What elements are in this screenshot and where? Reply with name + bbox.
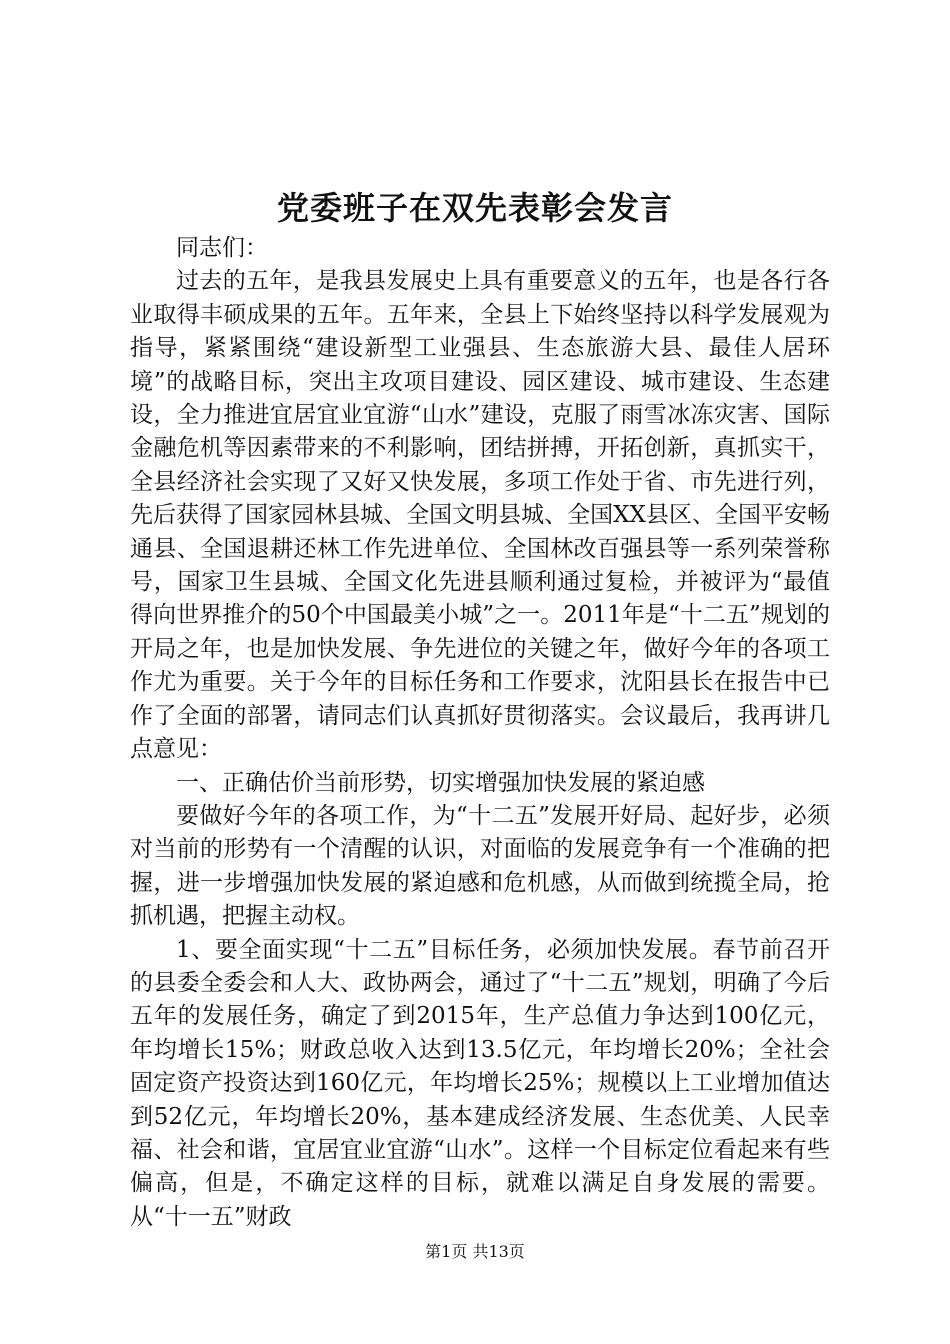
section-heading-1: 一、正确估价当前形势，切实增强加快发展的紧迫感 xyxy=(176,769,705,796)
paragraph-intro: 过去的五年，是我县发展史上具有重要意义的五年，也是各行各业取得丰硕成果的五年。五年来，全县上下始终坚持以科学发展观为指导，紧紧围绕“建设新型工业强县、生态旅游大县、最佳人居环境”的战略目标，突出主攻项目建设、园区建设、城市建设、生态建设，全力推进宜居宜业宜游“山水”建设，克服了雨雪冰冻灾害、国际金融危机等因素带来的不利影响，团结拼搏，开拓创新，真抓实干，全县经济社会实现了又好又快发展，多项工作处于省、市先进行列，先后获得了国家园林县城、全国文明县城、全国XX县区、全国平安畅通县、全国退耕还林工作先进单位、全国林改百强县等一系列荣誉称号，国家卫生县城、全国文化先进县顺利通过复检，并被评为“最值得向世界推介的50个中国最美小城”之一。2011年是“十二五”规划的开局之年，也是加快发展、争先进位的关键之年，做好今年的各项工作尤为重要。关于今年的目标任务和工作要求，沈阳县长在报告中已作了全面的部署，请同志们认真抓好贯彻落实。会议最后，我再讲几点意见： xyxy=(130,268,830,763)
salutation: 同志们： xyxy=(176,235,268,261)
paragraph-point-1: 1、要全面实现“十二五”目标任务，必须加快发展。春节前召开的县委全委会和人大、政协两会，通过了“十二五”规划，明确了今后五年的发展任务，确定了到2015年，生产总值力争达到100亿元，年均增长15%；财政总收入达到13.5亿元，年均增长20%；全社会固定资产投资达到160亿元，年均增长25%；规模以上工业增加值达到52亿元，年均增长20%，基本建成经济发展、生态优美、人民幸福、社会和谐，宜居宜业宜游“山水”。这样一个目标定位看起来有些偏高，但是，不确定这样的目标，就难以满足自身发展的需要。从“十一五”财政 xyxy=(130,936,830,1230)
document-title: 党委班子在双先表彰会发言 xyxy=(276,189,673,227)
document-body xyxy=(130,232,830,1234)
page-footer: 第1页 共13页 xyxy=(425,1242,525,1261)
paragraph-section-1: 要做好今年的各项工作，为“十二五”发展开好局、起好步，必须对当前的形势有一个清醒的认识，对面临的发展竞争有一个准确的把握，进一步增强加快发展的紧迫感和危机感，从而做到统揽全局，抢抓机遇，把握主动权。 xyxy=(130,802,830,930)
